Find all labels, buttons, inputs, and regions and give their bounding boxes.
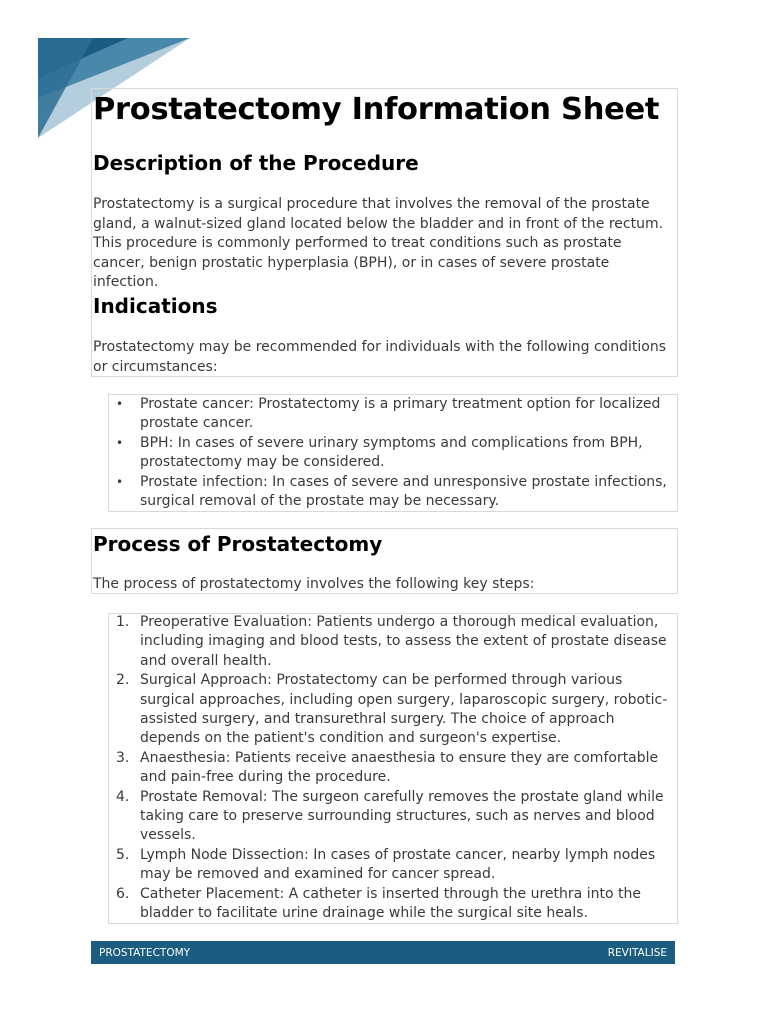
step-number: 5.: [116, 846, 130, 863]
list-item: [110, 885, 672, 924]
list-item: [110, 613, 672, 671]
list-item: [110, 473, 672, 512]
description-heading: Description of the Procedure: [93, 151, 419, 175]
step-text: Surgical Approach: Prostatectomy can be performed through various surgical approaches, including open surgery, laparoscopic surgery, robotic-assisted surgery, and transurethral surgery. The choice of approach depends on the patient's condition and surgeon's expertise.: [140, 672, 668, 747]
footer-left-label: PROSTATECTOMY: [99, 946, 191, 959]
step-number: 6.: [116, 885, 130, 902]
list-item: [110, 749, 672, 788]
bullet-icon: •: [116, 397, 124, 411]
step-text: Preoperative Evaluation: Patients undergo a thorough medical evaluation, including imaging and blood tests, to assess the extent of prostate disease and overall health.: [140, 614, 667, 669]
step-text: Catheter Placement: A catheter is inserted through the urethra into the bladder to facilitate urine drainage while the surgical site heals.: [140, 885, 641, 922]
list-item-text: BPH: In cases of severe urinary symptoms and complications from BPH, prostatectomy may be considered.: [140, 434, 643, 471]
list-item-text: Prostate infection: In cases of severe and unresponsive prostate infections, surgical removal of the prostate may be necessary.: [140, 473, 667, 510]
bullet-icon: •: [116, 474, 124, 489]
step-number: 1.: [116, 614, 130, 630]
list-item: [110, 846, 672, 885]
footer-bar: [91, 941, 675, 964]
step-number: 2.: [116, 672, 130, 689]
process-heading: Process of Prostatectomy: [93, 532, 383, 556]
footer-right-label: REVITALISE: [607, 946, 667, 959]
bullet-icon: •: [116, 435, 124, 450]
list-item: [110, 395, 672, 434]
list-item-text: Prostate cancer: Prostatectomy is a primary treatment option for localized prostate cancer.: [140, 396, 661, 432]
list-item: [110, 788, 672, 846]
page-title: Prostatectomy Information Sheet: [93, 92, 660, 127]
list-item: [110, 434, 672, 473]
step-text: Anaesthesia: Patients receive anaesthesia to ensure they are comfortable and pain-free during the procedure.: [140, 749, 659, 786]
process-steps-list: [110, 613, 672, 924]
indications-heading: Indications: [93, 294, 218, 318]
indications-list: [110, 395, 672, 511]
list-item: [110, 671, 672, 749]
step-text: Prostate Removal: The surgeon carefully removes the prostate gland while taking care to preserve surrounding structures, such as nerves and blood vessels.: [140, 788, 664, 844]
description-paragraph: Prostatectomy is a surgical procedure that involves the removal of the prostate gland, a walnut-sized gland located below the bladder and in front of the rectum. This procedure is commonly performed to treat conditions such as prostate cancer, benign prostatic hyperplasia (BPH), or in cases of severe prostate infection.: [93, 196, 664, 290]
step-text: Lymph Node Dissection: In cases of prostate cancer, nearby lymph nodes may be removed and examined for cancer spread.: [140, 846, 656, 883]
step-number: 3.: [116, 749, 130, 766]
process-intro-paragraph: The process of prostatectomy involves the following key steps:: [93, 576, 535, 592]
step-number: 4.: [116, 788, 130, 805]
indications-intro-paragraph: Prostatectomy may be recommended for individuals with the following conditions or circumstances:: [93, 339, 667, 375]
